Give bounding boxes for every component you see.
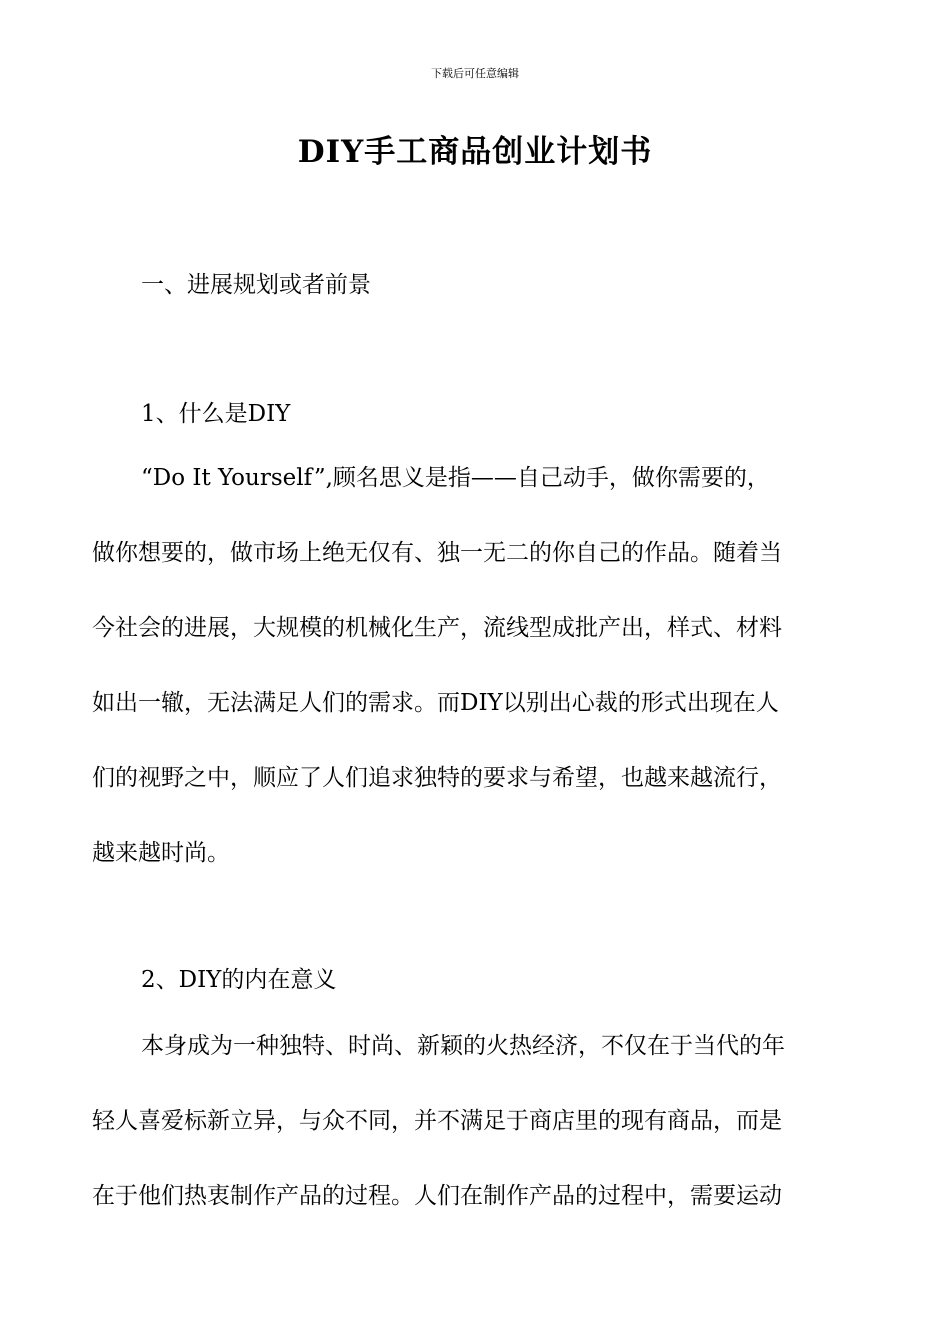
paragraph-line: 轻人喜爱标新立异，与众不同，并不满足于商店里的现有商品，而是 xyxy=(92,1108,782,1134)
paragraph-line: 今社会的进展，大规模的机械化生产，流线型成批产出，样式、材料 xyxy=(92,615,782,641)
paragraph-line: 们的视野之中，顺应了人们追求独特的要求与希望，也越来越流行， xyxy=(92,765,782,791)
paragraph-line: 在于他们热衷制作产品的过程。人们在制作产品的过程中，需要运动 xyxy=(92,1183,782,1209)
section-heading: 1、什么是DIY xyxy=(141,401,291,427)
paragraph-line: “Do It Yourself”,顾名思义是指——自己动手，做你需要的， xyxy=(141,465,770,491)
paragraph-line: 本身成为一种独特、时尚、新颖的火热经济，不仅在于当代的年 xyxy=(141,1033,785,1059)
paragraph-line: 做你想要的，做市场上绝无仅有、独一无二的你自己的作品。随着当 xyxy=(92,540,782,566)
section-heading: 一、进展规划或者前景 xyxy=(141,272,371,298)
section-heading: 2、DIY的内在意义 xyxy=(141,967,337,993)
header-note: 下载后可任意编辑 xyxy=(431,67,519,80)
paragraph-line: 如出一辙，无法满足人们的需求。而DIY以别出心裁的形式出现在人 xyxy=(92,690,779,716)
document-title: DIY手工商品创业计划书 xyxy=(297,134,653,170)
paragraph-line: 越来越时尚。 xyxy=(92,840,230,866)
